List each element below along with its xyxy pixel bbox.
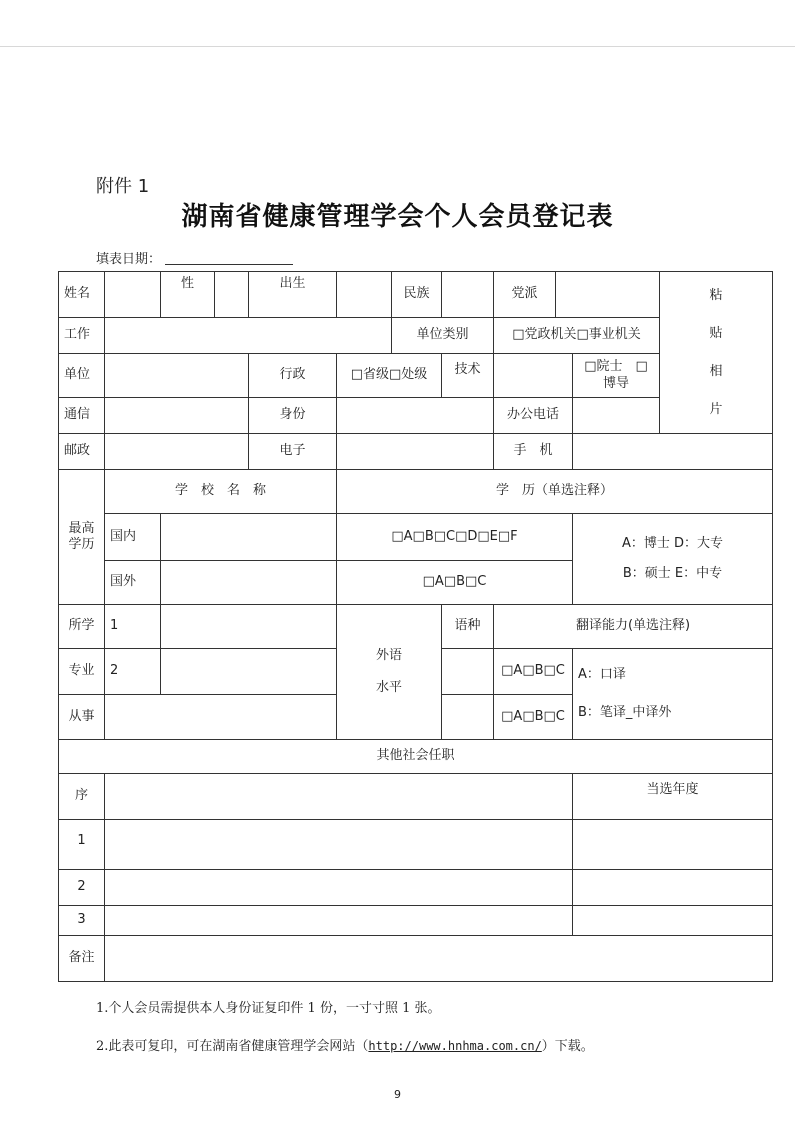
abroad-label: 国外 <box>105 561 161 605</box>
social-row-no-1: 1 <box>59 820 105 870</box>
tech-options[interactable]: □院士 □博导 <box>573 354 660 398</box>
annex-label: 附件 1 <box>96 176 150 197</box>
gender-field[interactable] <box>215 272 249 318</box>
website-link[interactable]: http://www.hnhma.com.cn/ <box>368 1039 542 1053</box>
education-label: 最高学历 <box>59 470 105 605</box>
party-field[interactable] <box>556 272 660 318</box>
major-label-1: 所学 <box>59 605 105 649</box>
note-2-prefix: 2.此表可复印，可在湖南省健康管理学会网站（ <box>96 1039 369 1054</box>
engaged-label: 从事 <box>59 695 105 740</box>
translation-note-a: A：口译 <box>578 666 626 682</box>
registration-form <box>58 271 773 982</box>
translation-note-b: B：笔译_中译外 <box>578 705 672 720</box>
admin-label: 行政 <box>249 354 337 398</box>
work-label: 工作 <box>59 318 105 354</box>
photo-char-1: 粘 <box>709 287 723 303</box>
office-phone-field[interactable] <box>573 398 660 434</box>
photo-char-3: 相 <box>709 363 723 379</box>
mobile-field[interactable] <box>573 434 773 470</box>
school-name-header: 学 校 名 称 <box>105 470 337 514</box>
abroad-degree-options[interactable]: □A□B□C <box>337 561 573 605</box>
birth-label: 出生 <box>249 272 337 318</box>
language-field-2[interactable] <box>442 695 494 740</box>
id-label: 身份 <box>249 398 337 434</box>
domestic-degree-options[interactable]: □A□B□C□D□E□F <box>337 514 573 561</box>
abroad-school-field[interactable] <box>161 561 337 605</box>
fill-date <box>96 248 293 267</box>
unit-type-label: 单位类别 <box>392 318 494 354</box>
tech-label: 技术 <box>442 354 494 398</box>
social-year-2[interactable] <box>573 870 773 906</box>
remark-label: 备注 <box>59 936 105 982</box>
ethnic-field[interactable] <box>442 272 494 318</box>
position-header-field <box>105 774 573 820</box>
social-row-no-3: 3 <box>59 906 105 936</box>
social-row-no-2: 2 <box>59 870 105 906</box>
party-label: 党派 <box>494 272 556 318</box>
fill-date-label: 填表日期： <box>96 252 162 267</box>
domestic-label: 国内 <box>105 514 161 561</box>
engaged-field[interactable] <box>105 695 337 740</box>
translation-header: 翻译能力(单选注释) <box>494 605 773 649</box>
name-field[interactable] <box>105 272 161 318</box>
note-1: 1.个人会员需提供本人身份证复印件 1 份，一寸寸照 1 张。 <box>96 1001 441 1016</box>
id-field[interactable] <box>337 398 494 434</box>
social-position-3[interactable] <box>105 906 573 936</box>
translation-options-1[interactable]: □A□B□C <box>494 649 573 695</box>
unit-label: 单位 <box>59 354 105 398</box>
gender-label: 性 <box>161 272 215 318</box>
birth-field[interactable] <box>337 272 392 318</box>
social-position-2[interactable] <box>105 870 573 906</box>
email-field[interactable] <box>337 434 494 470</box>
ethnic-label: 民族 <box>392 272 442 318</box>
email-label: 电子 <box>249 434 337 470</box>
language-field-1[interactable] <box>442 649 494 695</box>
post-field[interactable] <box>105 434 249 470</box>
mobile-label: 手 机 <box>494 434 573 470</box>
degree-header: 学 历（单选注释） <box>337 470 773 514</box>
degree-note-a: A：博士 D：大专 <box>621 535 724 551</box>
fill-date-field[interactable] <box>165 251 293 265</box>
social-year-3[interactable] <box>573 906 773 936</box>
social-year-1[interactable] <box>573 820 773 870</box>
language-label: 语种 <box>442 605 494 649</box>
comm-label: 通信 <box>59 398 105 434</box>
seq-label: 序 <box>59 774 105 820</box>
major-no-2: 2 <box>105 649 161 695</box>
post-label: 邮政 <box>59 434 105 470</box>
unit-field[interactable] <box>105 354 249 398</box>
social-position-1[interactable] <box>105 820 573 870</box>
photo-char-2: 贴 <box>709 325 723 341</box>
translation-notes <box>573 649 773 740</box>
note-2 <box>96 1035 594 1054</box>
major-no-1: 1 <box>105 605 161 649</box>
major-label-2: 专业 <box>59 649 105 695</box>
office-phone-label: 办公电话 <box>494 398 573 434</box>
social-header: 其他社会任职 <box>59 740 773 774</box>
unit-type-options[interactable]: □党政机关□事业机关 <box>494 318 660 354</box>
tech-field[interactable] <box>494 354 573 398</box>
major-field-1[interactable] <box>161 605 337 649</box>
comm-field[interactable] <box>105 398 249 434</box>
top-rule <box>0 46 795 47</box>
form-title: 湖南省健康管理学会个人会员登记表 <box>181 202 614 232</box>
degree-notes <box>573 514 773 605</box>
photo-char-4: 片 <box>709 401 723 417</box>
admin-options[interactable]: □省级□处级 <box>337 354 442 398</box>
language-level-text: 外语水平 <box>376 648 403 695</box>
domestic-school-field[interactable] <box>161 514 337 561</box>
translation-options-2[interactable]: □A□B□C <box>494 695 573 740</box>
photo-box[interactable] <box>660 272 773 434</box>
language-level-label <box>337 605 442 740</box>
major-field-2[interactable] <box>161 649 337 695</box>
note-2-suffix: ）下载。 <box>541 1039 594 1054</box>
name-label: 姓名 <box>59 272 105 318</box>
degree-note-b: B：硕士 E：中专 <box>622 566 723 581</box>
work-field[interactable] <box>105 318 392 354</box>
page-number: 9 <box>394 1088 401 1101</box>
remark-field[interactable] <box>105 936 773 982</box>
year-label: 当选年度 <box>573 774 773 820</box>
